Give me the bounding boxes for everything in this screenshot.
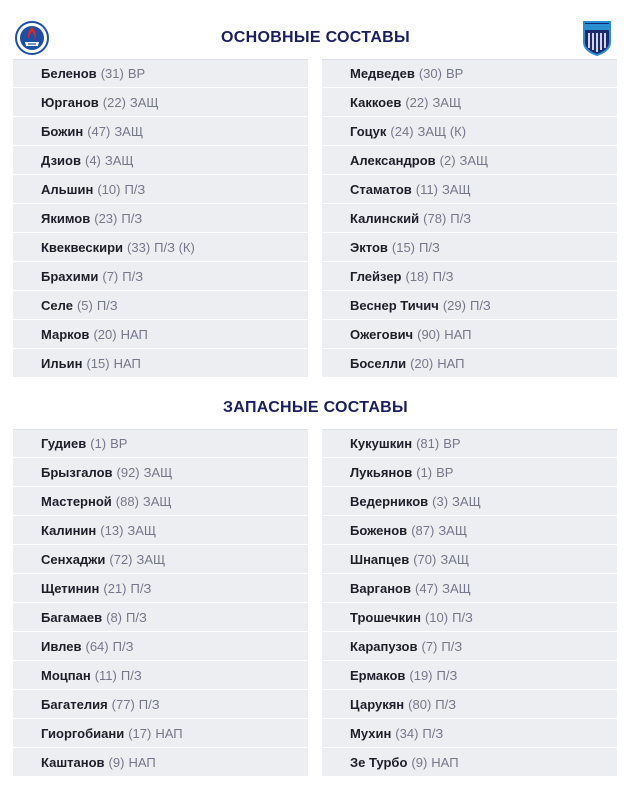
player-name: Каштанов [41, 754, 105, 770]
player-name: Шнапцев [350, 551, 410, 567]
player-pos: НАП [120, 326, 148, 342]
player-row [322, 117, 617, 146]
player-num: (13) [100, 522, 124, 538]
player-name: Зе Турбо [350, 754, 408, 770]
player-pos: НАП [444, 326, 472, 342]
player-pos: П/З [422, 725, 444, 741]
player-num: (18) [405, 268, 429, 284]
player-num: (21) [103, 580, 127, 596]
player-pos: П/З [450, 210, 472, 226]
player-row [13, 632, 308, 661]
player-num: (3) [432, 493, 449, 509]
player-name: Глейзер [350, 268, 402, 284]
player-name: Боженов [350, 522, 408, 538]
player-row [13, 320, 308, 349]
player-num: (77) [111, 696, 135, 712]
player-num: (31) [100, 66, 124, 81]
player-name: Квеквескири [41, 239, 124, 255]
player-row [13, 175, 308, 204]
player-num: (7) [421, 638, 438, 654]
player-row [322, 291, 617, 320]
player-num: (34) [395, 725, 419, 741]
player-name: Альшин [41, 181, 94, 197]
player-pos: ЗАЩ [438, 522, 468, 538]
player-row [322, 320, 617, 349]
player-row [13, 262, 308, 291]
player-num: (19) [409, 667, 433, 683]
player-row [322, 719, 617, 748]
player-row [322, 204, 617, 233]
player-row [322, 175, 617, 204]
player-row [322, 545, 617, 574]
player-row [322, 603, 617, 632]
player-row [13, 59, 308, 88]
player-pos: ЗАЩ [143, 464, 173, 480]
player-row [322, 516, 617, 545]
player-num: (15) [86, 355, 110, 371]
player-num: (33) [127, 239, 151, 255]
player-row [13, 291, 308, 320]
player-name: Ильин [41, 355, 83, 371]
player-num: (81) [416, 436, 440, 451]
player-name: Юрганов [41, 94, 99, 110]
player-name: Ермаков [350, 667, 406, 683]
player-num: (23) [94, 210, 118, 226]
player-row [13, 574, 308, 603]
player-pos: ВР [445, 66, 464, 81]
player-num: (9) [108, 754, 125, 770]
player-pos: ЗАЩ [440, 551, 470, 567]
player-row [322, 146, 617, 175]
player-row [322, 690, 617, 719]
away-starting-list [322, 59, 617, 378]
player-pos: П/З [419, 239, 440, 255]
player-num: (2) [439, 152, 456, 168]
player-pos: НАП [113, 355, 141, 371]
player-pos: ЗАЩ [441, 181, 471, 197]
player-pos: ЗАЩ [452, 493, 481, 509]
player-pos: П/З [452, 609, 473, 625]
player-name: Карапузов [350, 638, 418, 654]
player-pos: ЗАЩ [136, 551, 166, 567]
player-num: (30) [418, 66, 442, 81]
player-name: Калинский [350, 210, 420, 226]
player-name: Сенхаджи [41, 551, 106, 567]
player-row [13, 603, 308, 632]
player-name: Стаматов [350, 181, 412, 197]
player-name: Божин [41, 123, 84, 139]
player-row [13, 690, 308, 719]
player-num: (1) [416, 464, 433, 480]
player-row [13, 117, 308, 146]
player-pos: П/З [469, 297, 491, 313]
player-name: Боселли [350, 355, 407, 371]
player-num: (5) [76, 297, 93, 313]
player-row [13, 748, 308, 777]
player-num: (20) [93, 326, 117, 342]
player-name: Селе [41, 297, 73, 313]
player-pos: НАП [128, 754, 156, 770]
player-row [13, 661, 308, 690]
player-pos: ЗАЩ (К) [417, 123, 467, 139]
player-pos: П/З [436, 667, 458, 683]
player-num: (1) [90, 436, 107, 451]
away-substitutes-list [322, 429, 617, 777]
player-pos: П/З [96, 297, 118, 313]
player-name: Эктов [350, 239, 388, 255]
player-num: (80) [408, 696, 432, 712]
player-name: Беленов [41, 66, 97, 81]
player-row [13, 487, 308, 516]
player-num: (24) [390, 123, 414, 139]
player-row [13, 516, 308, 545]
player-row [322, 349, 617, 378]
player-num: (17) [128, 725, 152, 741]
player-pos: НАП [431, 754, 459, 770]
player-row [322, 748, 617, 777]
player-row [322, 458, 617, 487]
player-name: Каккоев [350, 94, 402, 110]
player-pos: П/З [122, 268, 144, 284]
player-name: Мухин [350, 725, 392, 741]
player-pos: ЗАЩ [432, 94, 462, 110]
player-row [13, 204, 308, 233]
player-row [322, 632, 617, 661]
player-num: (22) [405, 94, 429, 110]
player-row [13, 719, 308, 748]
player-row [13, 545, 308, 574]
player-num: (9) [411, 754, 428, 770]
player-num: (15) [391, 239, 416, 255]
player-name: Багателия [41, 696, 108, 712]
player-num: (22) [102, 94, 126, 110]
player-name: Гудиев [41, 436, 87, 451]
player-pos: ЗАЩ [459, 152, 489, 168]
player-pos: ЗАЩ [142, 493, 172, 509]
player-num: (11) [94, 667, 117, 683]
player-num: (20) [410, 355, 434, 371]
player-row [322, 429, 617, 458]
away-club-logo-icon [582, 20, 612, 56]
player-num: (10) [424, 609, 449, 625]
player-row [13, 233, 308, 262]
player-pos: П/З (К) [154, 239, 195, 255]
player-row [322, 487, 617, 516]
player-num: (64) [85, 638, 109, 654]
player-pos: ЗАЩ [127, 522, 157, 538]
player-row [13, 429, 308, 458]
substitutes-title: ЗАПАСНЫЕ СОСТАВЫ [222, 399, 408, 416]
player-num: (47) [87, 123, 111, 139]
player-row [13, 88, 308, 117]
player-name: Багамаев [41, 609, 103, 625]
player-name: Лукьянов [350, 464, 413, 480]
player-row [322, 661, 617, 690]
player-name: Царукян [350, 696, 405, 712]
player-pos: П/З [124, 181, 146, 197]
starting-lineups-title: ОСНОВНЫЕ СОСТАВЫ [221, 29, 410, 46]
player-name: Брахими [41, 268, 99, 284]
player-pos: ЗАЩ [114, 123, 144, 139]
player-name: Марков [41, 326, 90, 342]
player-name: Щетинин [41, 580, 100, 596]
player-num: (4) [84, 152, 101, 168]
player-row [322, 59, 617, 88]
player-name: Дзиов [41, 152, 81, 168]
player-name: Брызгалов [41, 464, 113, 480]
player-num: (90) [417, 326, 441, 342]
player-num: (72) [109, 551, 133, 567]
player-name: Александров [350, 152, 436, 168]
player-row [322, 233, 617, 262]
home-starting-list [13, 59, 308, 378]
player-pos: ВР [436, 464, 454, 480]
player-num: (10) [97, 181, 121, 197]
player-row [13, 349, 308, 378]
player-name: Ивлев [41, 638, 82, 654]
player-name: Якимов [41, 210, 91, 226]
player-name: Кукушкин [350, 436, 413, 451]
player-name: Трошечкин [350, 609, 421, 625]
player-pos: ВР [443, 436, 461, 451]
player-name: Гоцук [350, 123, 387, 139]
player-pos: НАП [437, 355, 465, 371]
player-name: Ведерников [350, 493, 429, 509]
player-num: (87) [411, 522, 435, 538]
player-pos: НАП [155, 725, 183, 741]
player-pos: ВР [127, 66, 146, 81]
player-row [13, 146, 308, 175]
player-num: (7) [102, 268, 119, 284]
player-pos: ЗАЩ [129, 94, 159, 110]
player-num: (88) [115, 493, 139, 509]
player-name: Гиоргобиани [41, 725, 125, 741]
player-num: (29) [442, 297, 466, 313]
player-row [322, 574, 617, 603]
player-pos: ЗАЩ [104, 152, 134, 168]
player-num: (47) [415, 580, 439, 596]
player-pos: П/З [130, 580, 152, 596]
player-num: (8) [106, 609, 123, 625]
player-pos: П/З [126, 609, 147, 625]
player-pos: П/З [112, 638, 134, 654]
player-name: Ожегович [350, 326, 414, 342]
player-pos: ВР [110, 436, 128, 451]
player-pos: П/З [432, 268, 454, 284]
player-pos: П/З [435, 696, 457, 712]
player-row [322, 88, 617, 117]
player-pos: ЗАЩ [442, 580, 471, 596]
home-substitutes-list [13, 429, 308, 777]
player-num: (78) [423, 210, 447, 226]
player-pos: П/З [120, 667, 142, 683]
player-pos: П/З [138, 696, 160, 712]
player-num: (70) [413, 551, 437, 567]
player-name: Варганов [350, 580, 411, 596]
player-row [13, 458, 308, 487]
player-name: Мастерной [41, 493, 112, 509]
player-name: Калинин [41, 522, 97, 538]
player-name: Веснер Тичич [350, 297, 439, 313]
player-name: Моцпан [41, 667, 91, 683]
player-row [322, 262, 617, 291]
player-pos: П/З [121, 210, 143, 226]
player-name: Медведев [350, 66, 415, 81]
player-num: (11) [415, 181, 438, 197]
player-num: (92) [116, 464, 140, 480]
player-pos: П/З [441, 638, 463, 654]
